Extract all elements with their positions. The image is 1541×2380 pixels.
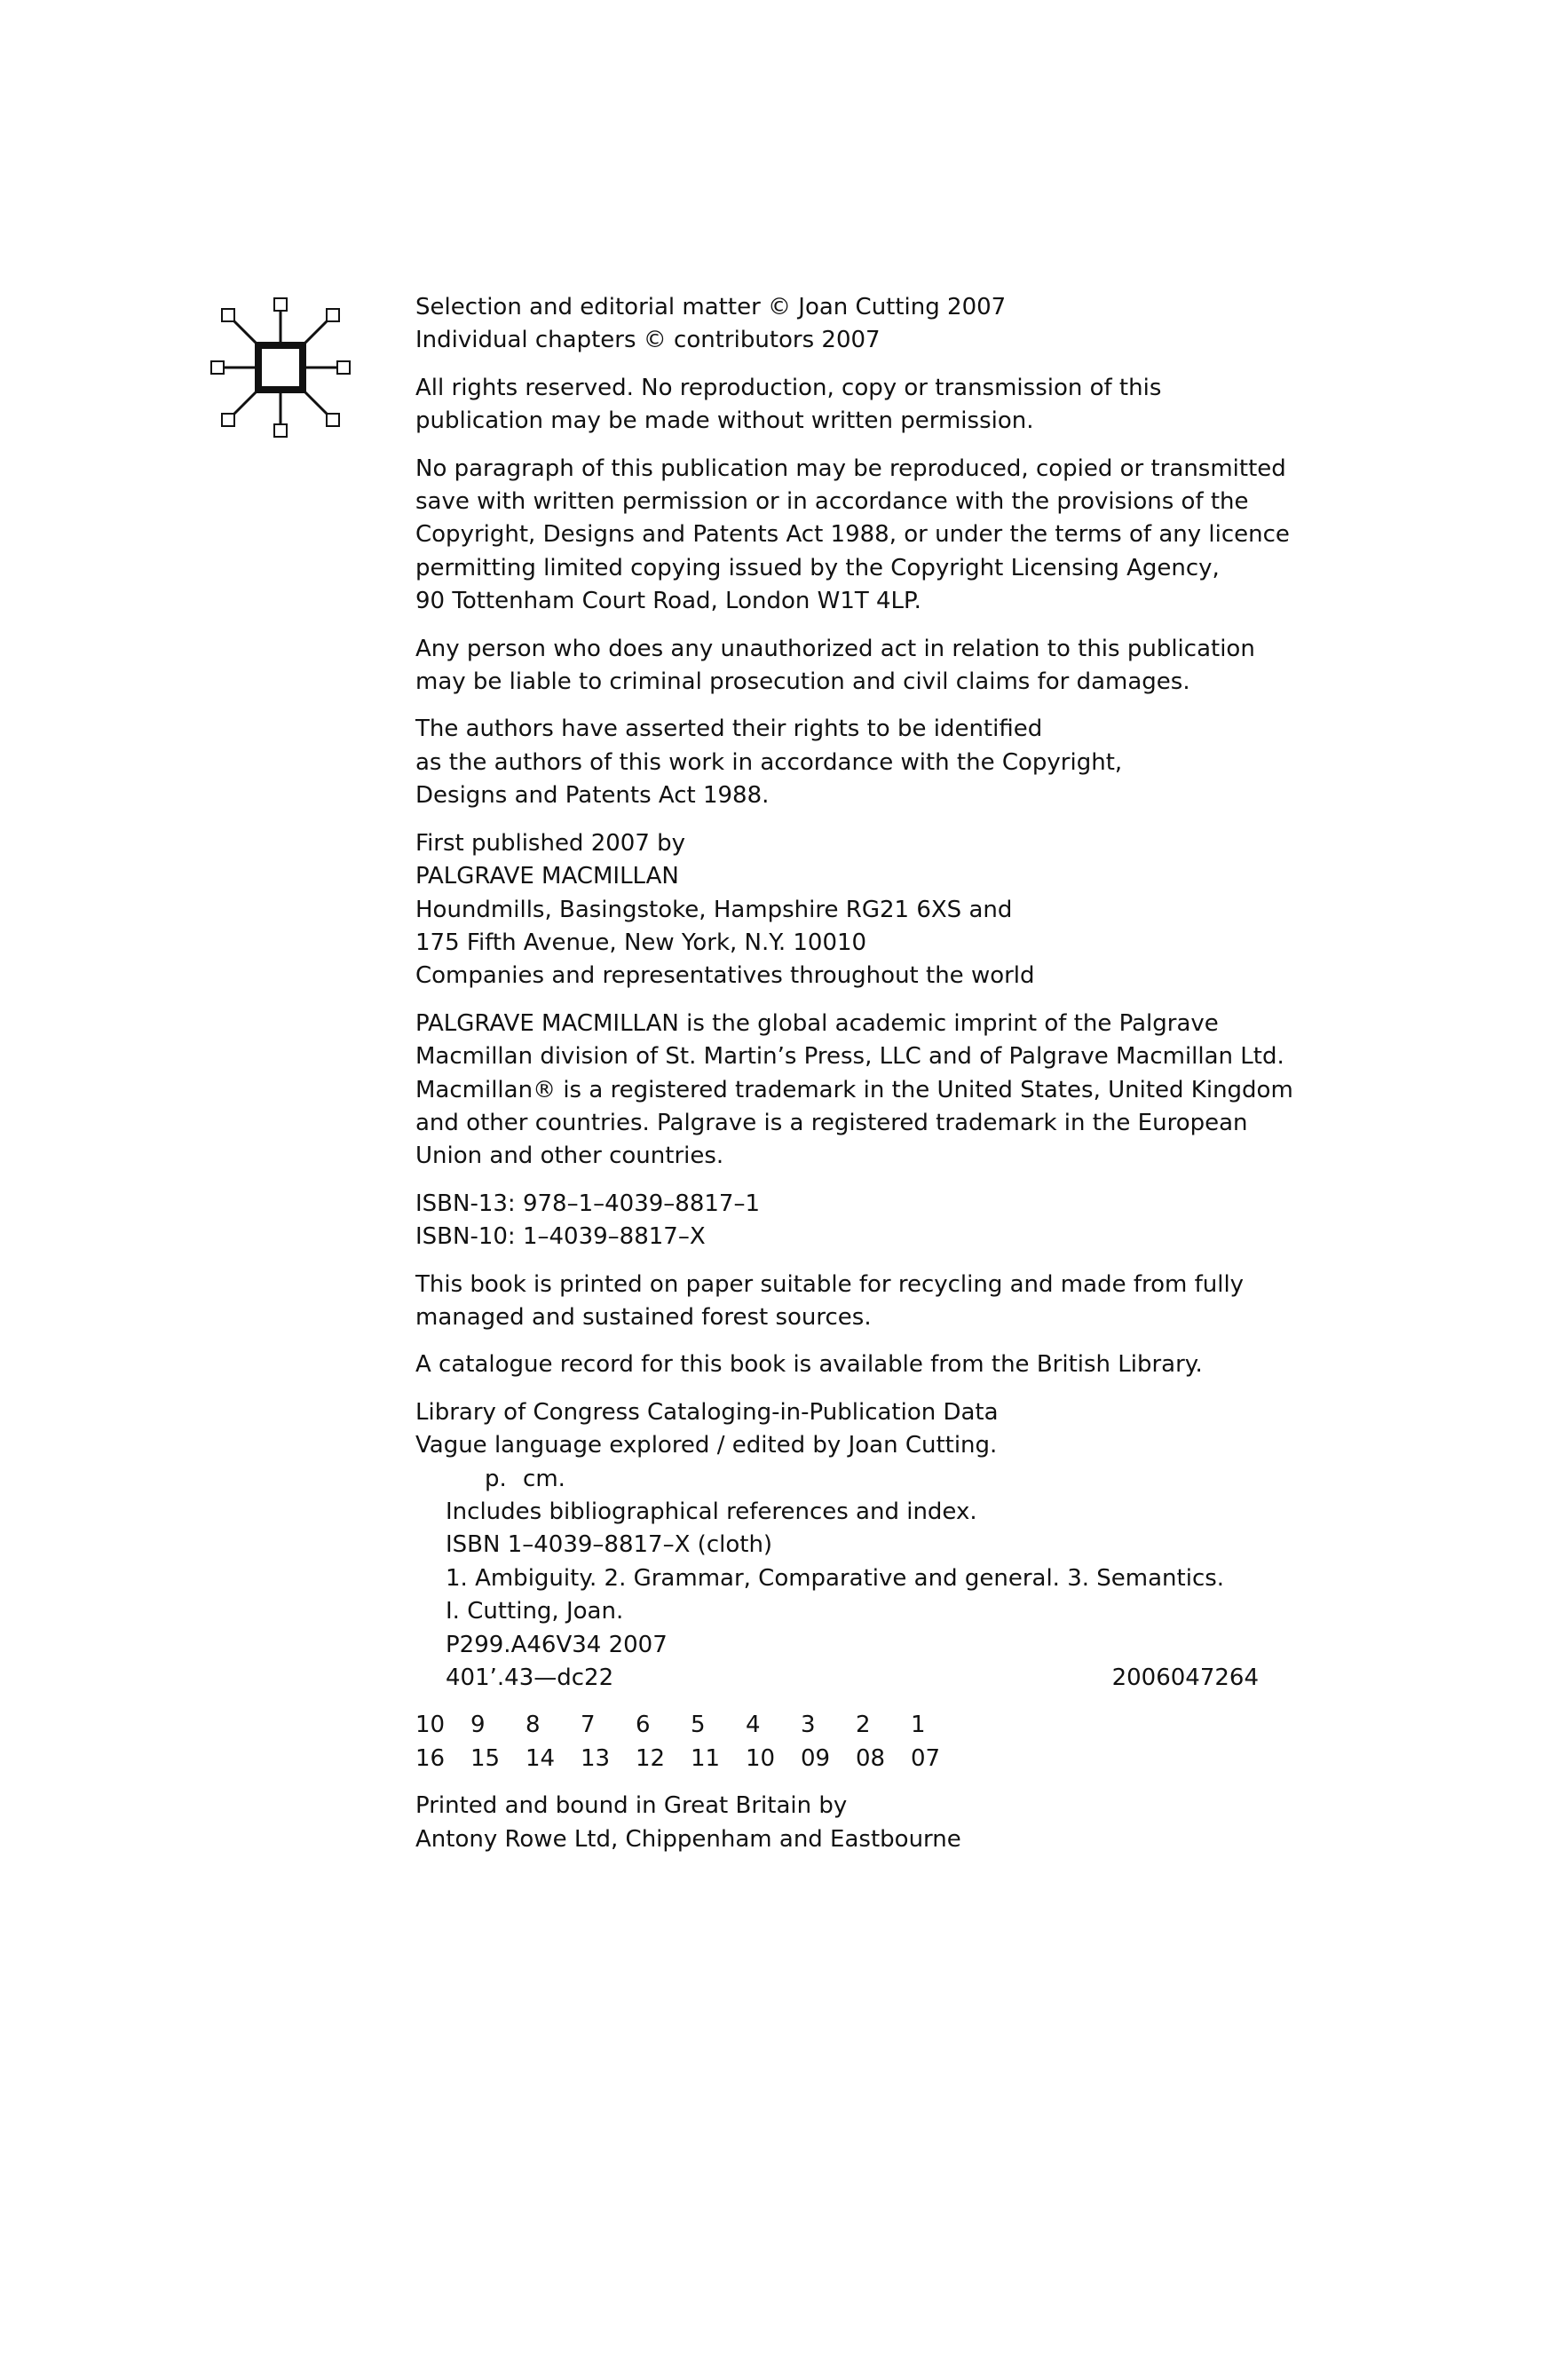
loc-cip-block xyxy=(415,1396,1259,1696)
rights-line: publication may be made without written permission. xyxy=(415,407,1034,435)
loc-title: Vague language explored / edited by Joan Cutting. xyxy=(415,1432,998,1459)
printer-block xyxy=(415,1790,1259,1856)
year-number: 08 xyxy=(856,1744,886,1772)
reproduction-line: Copyright, Designs and Patents Act 1988, or under the terms of any licence xyxy=(415,521,1290,549)
reproduction-line: permitting limited copying issued by the Copyright Licensing Agency, xyxy=(415,554,1220,581)
printer-line: Printed and bound in Great Britain by xyxy=(415,1792,848,1820)
year-number: 15 xyxy=(470,1744,501,1772)
print-number: 4 xyxy=(746,1712,761,1739)
authors-line: as the authors of this work in accordance with the Copyright, xyxy=(415,748,1123,776)
reproduction-line: save with written permission or in accordance with the provisions of the xyxy=(415,488,1249,516)
year-number: 07 xyxy=(911,1744,941,1772)
year-number: 09 xyxy=(801,1744,831,1772)
reproduction-line: 90 Tottenham Court Road, London W1T 4LP. xyxy=(415,588,921,615)
imprint-line: Macmillan® is a registered trademark in the United States, United Kingdom xyxy=(415,1076,1293,1103)
unauthorized-line: may be liable to criminal prosecution and civil claims for damages. xyxy=(415,668,1190,696)
imprint-text xyxy=(415,291,1293,1870)
year-line-row xyxy=(415,1743,1259,1775)
publisher-address-uk: Houndmills, Basingstoke, Hampshire RG21 6XS and xyxy=(415,896,1013,923)
year-number: 11 xyxy=(691,1744,721,1772)
year-number: 14 xyxy=(526,1744,556,1772)
loc-classification: 401’.43—dc22 xyxy=(446,1664,614,1692)
copyright-selection: Selection and editorial matter © Joan Cutting 2007 xyxy=(415,294,1007,320)
paper-block xyxy=(415,1269,1259,1335)
print-number: 9 xyxy=(470,1712,486,1739)
palgrave-logo-icon xyxy=(209,297,352,439)
print-number: 10 xyxy=(415,1712,446,1739)
reproduction-block xyxy=(415,453,1290,619)
printing-numbers xyxy=(415,1709,1259,1775)
print-number: 6 xyxy=(636,1712,651,1739)
loc-includes: Includes bibliographical references and index. xyxy=(446,1498,977,1525)
print-number: 1 xyxy=(911,1712,926,1739)
loc-lccn: 2006047264 xyxy=(1111,1664,1259,1692)
year-number: 10 xyxy=(746,1744,776,1772)
unauthorized-line: Any person who does any unauthorized act in relation to this publication xyxy=(415,635,1255,662)
rights-line: All rights reserved. No reproduction, copy or transmission of this xyxy=(415,374,1162,401)
imprint-line: PALGRAVE MACMILLAN is the global academic imprint of the Palgrave xyxy=(415,1009,1219,1037)
reproduction-line: No paragraph of this publication may be reproduced, copied or transmitted xyxy=(415,455,1286,482)
loc-editor: I. Cutting, Joan. xyxy=(446,1598,624,1625)
rights-block xyxy=(415,372,1259,439)
unauthorized-block xyxy=(415,633,1259,700)
paper-line: managed and sustained forest sources. xyxy=(415,1303,872,1331)
print-line-row xyxy=(415,1709,1259,1742)
imprint-block xyxy=(415,1008,1293,1174)
isbn-10: ISBN-10: 1–4039–8817–X xyxy=(415,1223,706,1251)
imprint-line: Macmillan division of St. Martin’s Press, LLC and of Palgrave Macmillan Ltd. xyxy=(415,1043,1284,1071)
loc-header: Library of Congress Cataloging-in-Publication Data xyxy=(415,1398,999,1426)
first-published: First published 2007 by xyxy=(415,829,686,857)
loc-isbn: ISBN 1–4039–8817–X (cloth) xyxy=(446,1531,773,1559)
authors-line: The authors have asserted their rights to be identified xyxy=(415,716,1043,743)
loc-pages: p. cm. xyxy=(485,1465,565,1492)
print-number: 3 xyxy=(801,1712,816,1739)
year-number: 12 xyxy=(636,1744,666,1772)
copyright-block xyxy=(415,291,1259,358)
paper-line: This book is printed on paper suitable for recycling and made from fully xyxy=(415,1270,1245,1298)
loc-call-number: P299.A46V34 2007 xyxy=(446,1631,668,1658)
print-number: 7 xyxy=(581,1712,596,1739)
year-number: 13 xyxy=(581,1744,611,1772)
print-number: 2 xyxy=(856,1712,871,1739)
isbn-13: ISBN-13: 978–1–4039–8817–1 xyxy=(415,1190,760,1217)
catalogue-block xyxy=(415,1348,1259,1381)
catalogue-line: A catalogue record for this book is available from the British Library. xyxy=(415,1351,1203,1379)
year-number: 16 xyxy=(415,1744,446,1772)
imprint-line: Union and other countries. xyxy=(415,1143,724,1170)
isbn-block xyxy=(415,1188,1259,1254)
copyright-chapters: Individual chapters © contributors 2007 xyxy=(415,327,881,354)
loc-subjects: 1. Ambiguity. 2. Grammar, Comparative and general. 3. Semantics. xyxy=(446,1564,1225,1592)
publisher-companies: Companies and representatives throughout the world xyxy=(415,962,1035,990)
printer-name: Antony Rowe Ltd, Chippenham and Eastbourne xyxy=(415,1825,961,1853)
publisher-address-us: 175 Fifth Avenue, New York, N.Y. 10010 xyxy=(415,929,867,956)
authors-line: Designs and Patents Act 1988. xyxy=(415,782,770,810)
print-number: 8 xyxy=(526,1712,541,1739)
loc-classification-row xyxy=(415,1662,1259,1695)
imprint-line: and other countries. Palgrave is a registered trademark in the European xyxy=(415,1109,1248,1136)
publisher-name: PALGRAVE MACMILLAN xyxy=(415,863,679,890)
publisher-block xyxy=(415,827,1259,993)
authors-rights-block xyxy=(415,713,1259,812)
print-number: 5 xyxy=(691,1712,706,1739)
